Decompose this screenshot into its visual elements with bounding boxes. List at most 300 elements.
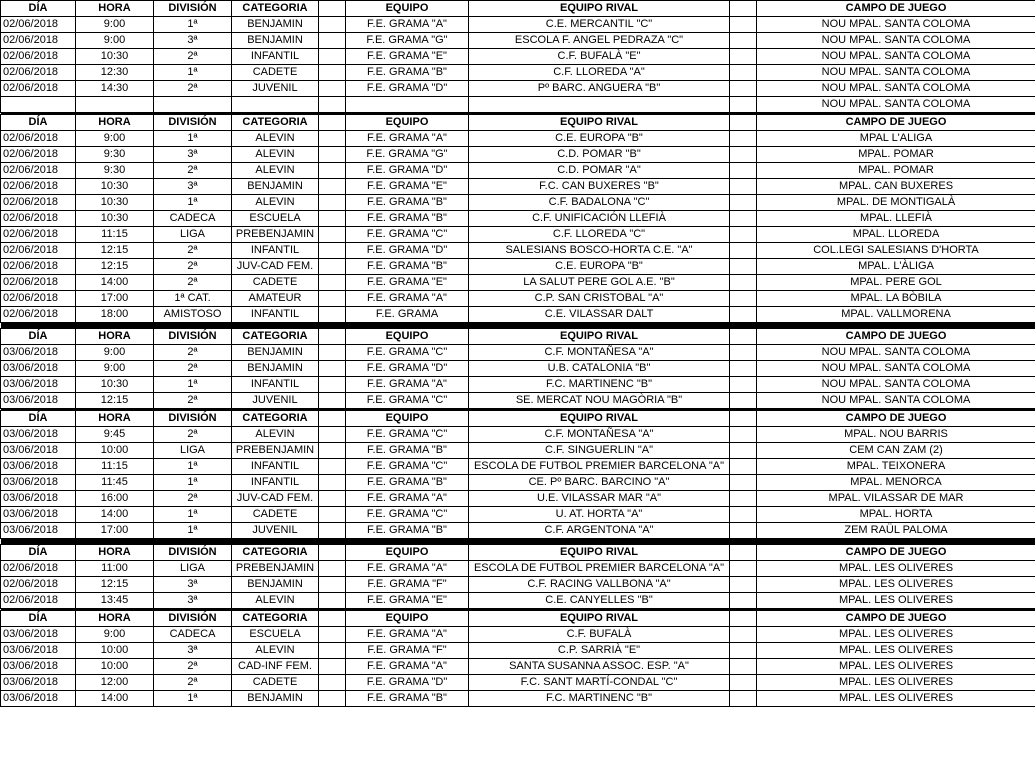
cell-campo: NOU MPAL. SANTA COLOMA: [757, 345, 1035, 361]
cell-equipo-rival: CE. Pº BARC. BARCINO "A": [469, 475, 730, 491]
spacer-cell: [730, 523, 757, 539]
spacer-cell: [730, 345, 757, 361]
header-division: DIVISIÓN: [154, 1, 232, 17]
cell-equipo-rival: SE. MERCAT NOU MAGÒRIA "B": [469, 393, 730, 409]
header-equipo: EQUIPO: [346, 411, 469, 427]
cell-equipo: F.E. GRAMA "F": [346, 643, 469, 659]
cell-equipo-rival: U. AT. HORTA "A": [469, 507, 730, 523]
cell-campo: MPAL. DE MONTIGALÀ: [757, 195, 1035, 211]
schedule-body: [1, 1, 1035, 707]
header-hora: HORA: [76, 611, 154, 627]
cell-equipo: F.E. GRAMA "A": [346, 561, 469, 577]
cell-categoria: JUVENIL: [232, 81, 319, 97]
cell-equipo: F.E. GRAMA "G": [346, 147, 469, 163]
match-row: [1, 179, 1035, 195]
cell-equipo-rival: F.C. CAN BUXERES "B": [469, 179, 730, 195]
header-dia: DÍA: [1, 1, 76, 17]
cell-fecha: 03/06/2018: [1, 659, 76, 675]
cell-hora: 10:00: [76, 659, 154, 675]
cell-hora: 17:00: [76, 523, 154, 539]
cell-equipo: F.E. GRAMA "A": [346, 491, 469, 507]
cell-equipo-rival: C.D. POMAR "B": [469, 147, 730, 163]
match-row: [1, 507, 1035, 523]
match-row: [1, 491, 1035, 507]
header-campo: CAMPO DE JUEGO: [757, 329, 1035, 345]
spacer-cell: [319, 259, 346, 275]
cell-equipo-rival: C.F. MONTAÑESA "A": [469, 427, 730, 443]
cell-division: 3ª: [154, 577, 232, 593]
header-categoria: CATEGORIA: [232, 611, 319, 627]
cell-categoria: PREBENJAMIN: [232, 561, 319, 577]
spacer-cell: [319, 329, 346, 345]
cell-equipo: F.E. GRAMA "E": [346, 49, 469, 65]
cell-division: 1ª: [154, 377, 232, 393]
cell-fecha: 03/06/2018: [1, 361, 76, 377]
cell-equipo-rival: C.F. BUFALÀ "E": [469, 49, 730, 65]
cell-equipo: F.E. GRAMA "A": [346, 659, 469, 675]
spacer-cell: [319, 393, 346, 409]
match-row: [1, 443, 1035, 459]
header-equipo-rival: EQUIPO RIVAL: [469, 545, 730, 561]
cell-equipo: F.E. GRAMA "C": [346, 427, 469, 443]
cell-division: 1ª: [154, 507, 232, 523]
cell-fecha: 02/06/2018: [1, 49, 76, 65]
cell-fecha: 02/06/2018: [1, 227, 76, 243]
cell-equipo: F.E. GRAMA "B": [346, 523, 469, 539]
cell-campo: MPAL. HORTA: [757, 507, 1035, 523]
cell-equipo-rival: ESCOLA F. ANGEL PEDRAZA "C": [469, 33, 730, 49]
cell-fecha: 03/06/2018: [1, 643, 76, 659]
spacer-cell: [730, 507, 757, 523]
cell-campo: MPAL. NOU BARRIS: [757, 427, 1035, 443]
cell-categoria: BENJAMIN: [232, 691, 319, 707]
match-row: [1, 523, 1035, 539]
spacer-cell: [730, 545, 757, 561]
header-dia: DÍA: [1, 329, 76, 345]
cell-hora: 9:45: [76, 427, 154, 443]
spacer-cell: [730, 443, 757, 459]
cell-fecha: 02/06/2018: [1, 17, 76, 33]
cell-hora: 12:00: [76, 675, 154, 691]
cell-categoria: ALEVIN: [232, 593, 319, 609]
spacer-cell: [319, 33, 346, 49]
cell-division: 1ª: [154, 131, 232, 147]
match-row: [1, 131, 1035, 147]
cell-categoria: CADETE: [232, 275, 319, 291]
cell-categoria: BENJAMIN: [232, 361, 319, 377]
cell-hora: 11:00: [76, 561, 154, 577]
cell-campo: MPAL. LES OLIVERES: [757, 561, 1035, 577]
cell-campo: NOU MPAL. SANTA COLOMA: [757, 33, 1035, 49]
cell-equipo: F.E. GRAMA "C": [346, 507, 469, 523]
match-row: [1, 659, 1035, 675]
cell-fecha: 02/06/2018: [1, 291, 76, 307]
spacer-cell: [730, 259, 757, 275]
spacer-cell: [730, 459, 757, 475]
cell-equipo: F.E. GRAMA "B": [346, 195, 469, 211]
cell-fecha: 02/06/2018: [1, 211, 76, 227]
spacer-cell: [730, 361, 757, 377]
spacer-cell: [319, 627, 346, 643]
cell-equipo-rival: C.P. SAN CRISTOBAL "A": [469, 291, 730, 307]
cell-equipo: F.E. GRAMA "E": [346, 593, 469, 609]
cell-campo: NOU MPAL. SANTA COLOMA: [757, 81, 1035, 97]
cell-division: 2ª: [154, 361, 232, 377]
spacer-cell: [730, 243, 757, 259]
spacer-cell: [730, 611, 757, 627]
spacer-cell: [319, 643, 346, 659]
match-row: [1, 65, 1035, 81]
cell-categoria: BENJAMIN: [232, 179, 319, 195]
spacer-cell: [319, 675, 346, 691]
cell-equipo-rival: C.F. SINGUERLIN "A": [469, 443, 730, 459]
cell-equipo: F.E. GRAMA "B": [346, 691, 469, 707]
cell-equipo: F.E. GRAMA "C": [346, 227, 469, 243]
cell-division: 3ª: [154, 147, 232, 163]
cell-fecha: 02/06/2018: [1, 179, 76, 195]
cell-equipo-rival: ESCOLA DE FUTBOL PREMIER BARCELONA "A": [469, 459, 730, 475]
match-row: [1, 195, 1035, 211]
cell-equipo-rival: U.B. CATALONIA "B": [469, 361, 730, 377]
header-division: DIVISIÓN: [154, 115, 232, 131]
cell-division: 2ª: [154, 675, 232, 691]
header-dia: DÍA: [1, 611, 76, 627]
cell-hora: 11:45: [76, 475, 154, 491]
header-division: DIVISIÓN: [154, 411, 232, 427]
match-row: [1, 675, 1035, 691]
match-row: [1, 211, 1035, 227]
cell-division: 3ª: [154, 643, 232, 659]
cell-categoria: INFANTIL: [232, 243, 319, 259]
cell-categoria: PREBENJAMIN: [232, 227, 319, 243]
spacer-cell: [730, 227, 757, 243]
match-row: [1, 393, 1035, 409]
header-equipo-rival: EQUIPO RIVAL: [469, 411, 730, 427]
header-hora: HORA: [76, 115, 154, 131]
cell-division: 1ª CAT.: [154, 291, 232, 307]
cell-equipo: F.E. GRAMA "D": [346, 675, 469, 691]
match-row: [1, 377, 1035, 393]
match-row: [1, 33, 1035, 49]
cell-fecha: 03/06/2018: [1, 491, 76, 507]
spacer-cell: [319, 307, 346, 323]
cell-equipo-rival: C.F. RACING VALLBONA "A": [469, 577, 730, 593]
cell-equipo-rival: C.D. POMAR "A": [469, 163, 730, 179]
header-equipo-rival: EQUIPO RIVAL: [469, 1, 730, 17]
spacer-cell: [319, 131, 346, 147]
spacer-cell: [730, 147, 757, 163]
cell-equipo: F.E. GRAMA "A": [346, 17, 469, 33]
cell-categoria: INFANTIL: [232, 459, 319, 475]
spacer-cell: [730, 33, 757, 49]
cell-equipo-rival: C.E. VILASSAR DALT: [469, 307, 730, 323]
cell-campo: MPAL. LES OLIVERES: [757, 627, 1035, 643]
cell-categoria: JUV-CAD FEM.: [232, 491, 319, 507]
spacer-cell: [319, 427, 346, 443]
cell-fecha: 03/06/2018: [1, 459, 76, 475]
match-row: [1, 259, 1035, 275]
header-campo: CAMPO DE JUEGO: [757, 545, 1035, 561]
cell-equipo-rival: LA SALUT PERE GOL A.E. "B": [469, 275, 730, 291]
cell-equipo-rival: C.E. CANYELLES "B": [469, 593, 730, 609]
cell-fecha: 03/06/2018: [1, 377, 76, 393]
cell-campo: CEM CAN ZAM (2): [757, 443, 1035, 459]
cell-campo: NOU MPAL. SANTA COLOMA: [757, 377, 1035, 393]
cell-campo: MPAL. LES OLIVERES: [757, 691, 1035, 707]
match-row: [1, 577, 1035, 593]
cell-hora: 9:00: [76, 627, 154, 643]
cell-hora: 12:15: [76, 259, 154, 275]
header-campo: CAMPO DE JUEGO: [757, 411, 1035, 427]
spacer-cell: [319, 1, 346, 17]
header-row: [1, 1, 1035, 17]
cell-campo: MPAL. POMAR: [757, 147, 1035, 163]
match-row: [1, 345, 1035, 361]
cell-hora: 10:30: [76, 179, 154, 195]
cell-equipo-rival: C.E. MERCANTIL "C": [469, 17, 730, 33]
spacer-cell: [730, 97, 757, 113]
spacer-cell: [319, 227, 346, 243]
cell-categoria: CADETE: [232, 507, 319, 523]
match-row: [1, 291, 1035, 307]
match-row: [1, 643, 1035, 659]
spacer-cell: [730, 211, 757, 227]
cell-equipo-rival: C.F. BUFALÀ: [469, 627, 730, 643]
cell-equipo: F.E. GRAMA "E": [346, 179, 469, 195]
cell-hora: 14:30: [76, 81, 154, 97]
match-row: [1, 163, 1035, 179]
spacer-cell: [319, 147, 346, 163]
cell-campo: NOU MPAL. SANTA COLOMA: [757, 17, 1035, 33]
cell-division: LIGA: [154, 561, 232, 577]
cell-categoria: ALEVIN: [232, 147, 319, 163]
header-row: [1, 329, 1035, 345]
spacer-cell: [319, 163, 346, 179]
header-equipo: EQUIPO: [346, 545, 469, 561]
spacer-cell: [730, 577, 757, 593]
cell-hora: 9:00: [76, 17, 154, 33]
spacer-cell: [319, 243, 346, 259]
cell-equipo: F.E. GRAMA "A": [346, 131, 469, 147]
cell-fecha: 02/06/2018: [1, 163, 76, 179]
cell-categoria: BENJAMIN: [232, 577, 319, 593]
spacer-cell: [730, 411, 757, 427]
cell-categoria: INFANTIL: [232, 377, 319, 393]
cell-campo: MPAL. LLOREDA: [757, 227, 1035, 243]
cell-hora: 10:30: [76, 377, 154, 393]
spacer-cell: [730, 49, 757, 65]
spacer-cell: [319, 577, 346, 593]
cell-division: 2ª: [154, 259, 232, 275]
cell-equipo: F.E. GRAMA "B": [346, 443, 469, 459]
cell-equipo: [346, 97, 469, 113]
cell-division: CADECA: [154, 211, 232, 227]
cell-division: 2ª: [154, 427, 232, 443]
spacer-cell: [319, 275, 346, 291]
cell-campo: MPAL. TEIXONERA: [757, 459, 1035, 475]
cell-equipo-rival: C.F. ARGENTONA "A": [469, 523, 730, 539]
cell-campo: MPAL. LES OLIVERES: [757, 675, 1035, 691]
match-row: [1, 427, 1035, 443]
cell-hora: [76, 97, 154, 113]
spacer-cell: [730, 659, 757, 675]
header-dia: DÍA: [1, 545, 76, 561]
cell-fecha: 03/06/2018: [1, 475, 76, 491]
cell-categoria: ALEVIN: [232, 643, 319, 659]
cell-division: 1ª: [154, 475, 232, 491]
spacer-cell: [319, 97, 346, 113]
spacer-cell: [730, 561, 757, 577]
spacer-cell: [730, 1, 757, 17]
cell-fecha: 03/06/2018: [1, 507, 76, 523]
cell-campo: NOU MPAL. SANTA COLOMA: [757, 393, 1035, 409]
cell-campo: MPAL. LES OLIVERES: [757, 643, 1035, 659]
cell-categoria: CADETE: [232, 65, 319, 81]
spacer-cell: [319, 475, 346, 491]
cell-equipo-rival: [469, 97, 730, 113]
header-division: DIVISIÓN: [154, 329, 232, 345]
cell-fecha: 02/06/2018: [1, 147, 76, 163]
header-equipo-rival: EQUIPO RIVAL: [469, 115, 730, 131]
cell-fecha: 02/06/2018: [1, 33, 76, 49]
cell-fecha: 03/06/2018: [1, 443, 76, 459]
cell-equipo-rival: C.E. EUROPA "B": [469, 131, 730, 147]
cell-hora: 10:30: [76, 49, 154, 65]
spacer-cell: [319, 65, 346, 81]
cell-division: 2ª: [154, 345, 232, 361]
match-row: [1, 49, 1035, 65]
header-categoria: CATEGORIA: [232, 1, 319, 17]
cell-fecha: 02/06/2018: [1, 307, 76, 323]
match-row: [1, 627, 1035, 643]
cell-campo: NOU MPAL. SANTA COLOMA: [757, 49, 1035, 65]
cell-hora: 11:15: [76, 227, 154, 243]
header-hora: HORA: [76, 545, 154, 561]
spacer-cell: [730, 17, 757, 33]
match-row: [1, 227, 1035, 243]
spacer-cell: [319, 179, 346, 195]
cell-fecha: 02/06/2018: [1, 593, 76, 609]
cell-fecha: 02/06/2018: [1, 275, 76, 291]
cell-equipo: F.E. GRAMA "C": [346, 393, 469, 409]
spacer-cell: [730, 179, 757, 195]
match-row: [1, 17, 1035, 33]
match-row: [1, 475, 1035, 491]
cell-fecha: 02/06/2018: [1, 65, 76, 81]
spacer-cell: [319, 523, 346, 539]
header-division: DIVISIÓN: [154, 545, 232, 561]
cell-categoria: ALEVIN: [232, 163, 319, 179]
header-division: DIVISIÓN: [154, 611, 232, 627]
cell-categoria: BENJAMIN: [232, 345, 319, 361]
match-row: [1, 97, 1035, 113]
cell-categoria: INFANTIL: [232, 307, 319, 323]
cell-hora: 12:15: [76, 243, 154, 259]
cell-equipo-rival: C.F. LLOREDA "A": [469, 65, 730, 81]
cell-campo: MPAL. PERE GOL: [757, 275, 1035, 291]
cell-categoria: JUVENIL: [232, 393, 319, 409]
spacer-cell: [730, 627, 757, 643]
cell-division: 2ª: [154, 491, 232, 507]
header-dia: DÍA: [1, 411, 76, 427]
spacer-cell: [730, 329, 757, 345]
cell-hora: 10:30: [76, 211, 154, 227]
cell-categoria: CADETE: [232, 675, 319, 691]
cell-hora: 10:30: [76, 195, 154, 211]
spacer-cell: [730, 275, 757, 291]
header-categoria: CATEGORIA: [232, 115, 319, 131]
cell-categoria: JUV-CAD FEM.: [232, 259, 319, 275]
header-campo: CAMPO DE JUEGO: [757, 1, 1035, 17]
spacer-cell: [730, 475, 757, 491]
cell-campo: MPAL. MENORCA: [757, 475, 1035, 491]
cell-hora: 9:30: [76, 147, 154, 163]
cell-fecha: 03/06/2018: [1, 675, 76, 691]
spacer-cell: [319, 115, 346, 131]
cell-hora: 13:45: [76, 593, 154, 609]
spacer-cell: [319, 211, 346, 227]
cell-categoria: BENJAMIN: [232, 17, 319, 33]
spacer-cell: [730, 307, 757, 323]
cell-equipo: F.E. GRAMA "G": [346, 33, 469, 49]
spacer-cell: [730, 691, 757, 707]
cell-fecha: 02/06/2018: [1, 577, 76, 593]
header-row: [1, 611, 1035, 627]
cell-campo: MPAL. LES OLIVERES: [757, 593, 1035, 609]
cell-division: 2ª: [154, 163, 232, 179]
cell-equipo: F.E. GRAMA "F": [346, 577, 469, 593]
cell-fecha: 03/06/2018: [1, 427, 76, 443]
spacer-cell: [319, 195, 346, 211]
cell-equipo-rival: U.E. VILASSAR MAR "A": [469, 491, 730, 507]
cell-categoria: CAD-INF FEM.: [232, 659, 319, 675]
header-categoria: CATEGORIA: [232, 329, 319, 345]
header-categoria: CATEGORIA: [232, 545, 319, 561]
cell-hora: 9:00: [76, 345, 154, 361]
spacer-cell: [730, 163, 757, 179]
header-equipo: EQUIPO: [346, 115, 469, 131]
cell-hora: 12:15: [76, 577, 154, 593]
header-dia: DÍA: [1, 115, 76, 131]
cell-fecha: 02/06/2018: [1, 195, 76, 211]
cell-equipo: F.E. GRAMA "D": [346, 81, 469, 97]
header-hora: HORA: [76, 1, 154, 17]
cell-fecha: 03/06/2018: [1, 393, 76, 409]
spacer-cell: [319, 291, 346, 307]
cell-campo: MPAL. POMAR: [757, 163, 1035, 179]
cell-division: 3ª: [154, 179, 232, 195]
cell-fecha: 02/06/2018: [1, 81, 76, 97]
cell-division: AMISTOSO: [154, 307, 232, 323]
header-equipo: EQUIPO: [346, 1, 469, 17]
cell-campo: MPAL. LA BÒBILA: [757, 291, 1035, 307]
spacer-cell: [730, 81, 757, 97]
cell-equipo: F.E. GRAMA "B": [346, 475, 469, 491]
cell-equipo-rival: F.C. MARTINENC "B": [469, 377, 730, 393]
cell-campo: COL.LEGI SALESIANS D'HORTA: [757, 243, 1035, 259]
cell-equipo: F.E. GRAMA "E": [346, 275, 469, 291]
spacer-cell: [730, 427, 757, 443]
cell-campo: MPAL. VILASSAR DE MAR: [757, 491, 1035, 507]
cell-fecha: 02/06/2018: [1, 561, 76, 577]
cell-equipo: F.E. GRAMA "A": [346, 627, 469, 643]
cell-fecha: 03/06/2018: [1, 691, 76, 707]
cell-division: 1ª: [154, 523, 232, 539]
cell-equipo: F.E. GRAMA "C": [346, 459, 469, 475]
cell-categoria: ESCUELA: [232, 627, 319, 643]
cell-hora: 17:00: [76, 291, 154, 307]
cell-division: [154, 97, 232, 113]
